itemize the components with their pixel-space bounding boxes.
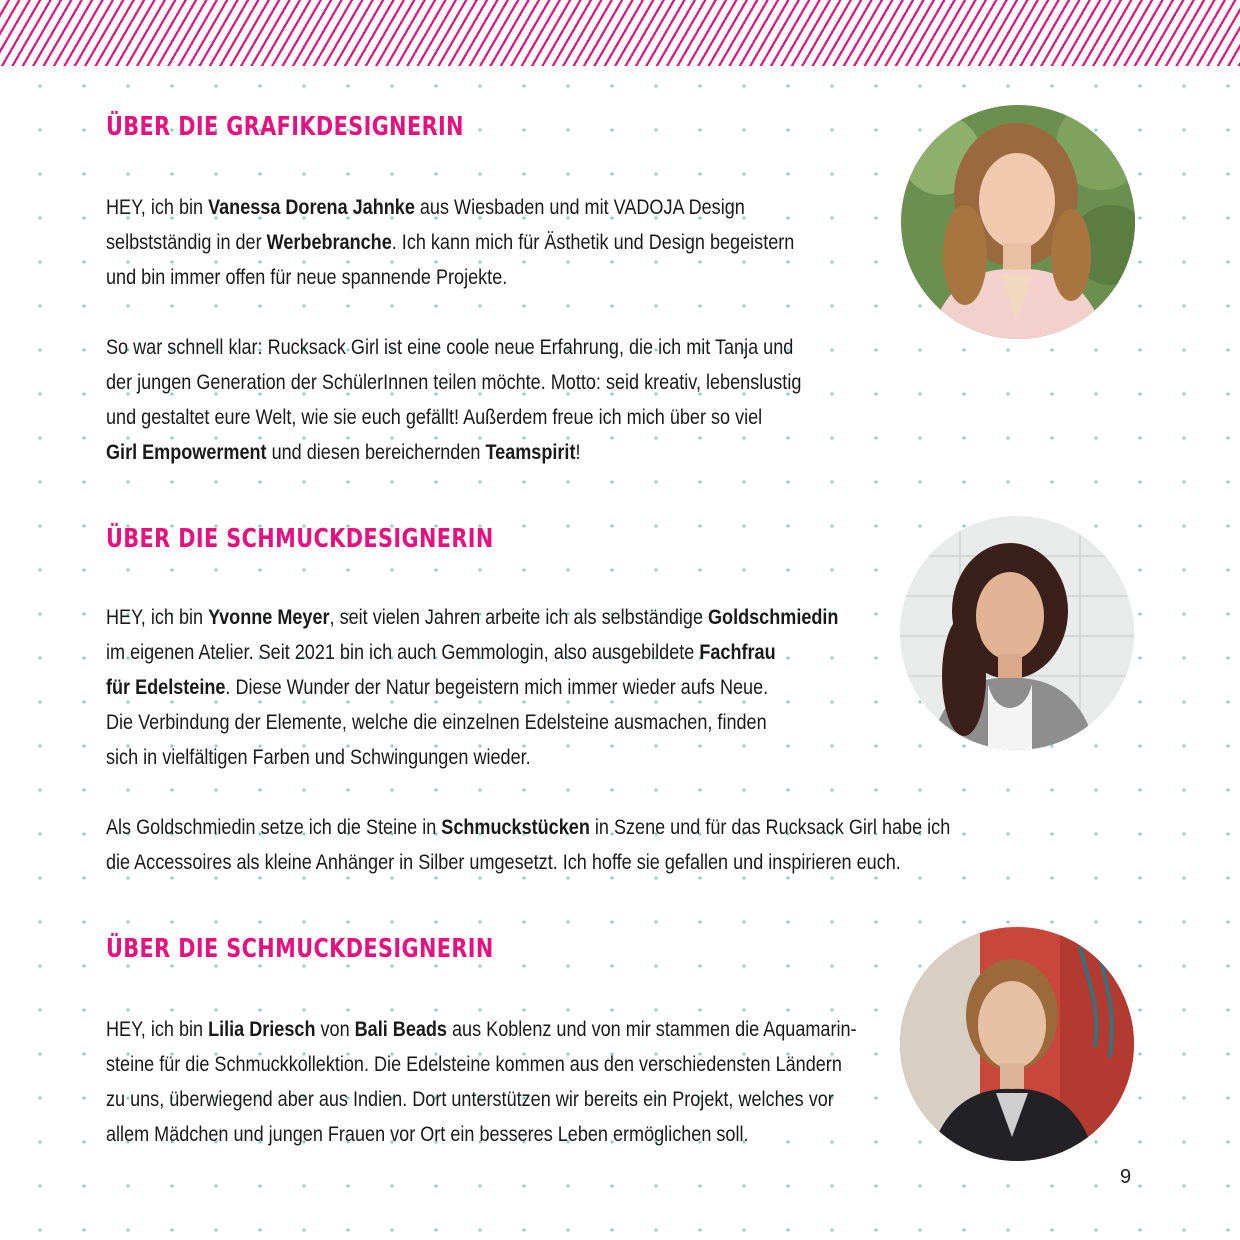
text: aus Koblenz und von mir stammen die Aquamarin- xyxy=(446,1018,857,1041)
bold-text: Lilia Driesch xyxy=(208,1018,316,1041)
text: ! xyxy=(575,441,581,464)
text: sich in vielfältigen Farben und Schwingungen wieder. xyxy=(106,746,531,769)
text-line xyxy=(106,810,951,845)
bold-text: für Edelsteine xyxy=(106,676,226,699)
text-line xyxy=(106,1012,857,1047)
text: steine für die Schmuckkollektion. Die Edelsteine kommen aus den verschiedensten Ländern xyxy=(106,1053,842,1076)
text-line xyxy=(106,635,777,670)
section-heading: ÜBER DIE GRAFIKDESIGNERIN xyxy=(106,112,464,142)
text: aus Wiesbaden und mit VADOJA Design xyxy=(414,196,745,219)
text: im eigenen Atelier. Seit 2021 bin ich auch Gemmologin, also ausgebildete xyxy=(106,641,700,664)
text-line xyxy=(106,435,777,470)
text-line xyxy=(106,400,777,435)
text: selbstständig in der xyxy=(106,231,267,254)
section-jewelry-designer-2 xyxy=(106,934,886,1152)
page-number: 9 xyxy=(1120,1166,1132,1188)
text: So war schnell klar: Rucksack Girl ist eine coole neue Erfahrung, die ich mit Tanja und xyxy=(106,336,794,359)
bold-text: Yvonne Meyer xyxy=(208,606,330,629)
text: der jungen Generation der SchülerInnen teilen möchte. Motto: seid kreativ, lebenslustig xyxy=(106,371,802,394)
text-line xyxy=(106,670,777,705)
text: HEY, ich bin xyxy=(106,1018,209,1041)
text: in Szene und für das Rucksack Girl habe ich xyxy=(589,816,951,839)
text-line xyxy=(106,190,777,225)
text-line xyxy=(106,845,901,880)
bold-text: Vanessa Dorena Jahnke xyxy=(208,196,415,219)
portrait-photo-lilia xyxy=(900,927,1134,1161)
bold-text: Werbebranche xyxy=(266,231,392,254)
bold-text: Goldschmiedin xyxy=(708,606,839,629)
section-text xyxy=(106,190,802,470)
section-heading: ÜBER DIE SCHMUCKDESIGNERIN xyxy=(106,934,494,964)
text-line xyxy=(106,1082,834,1117)
bold-text: Girl Empowerment xyxy=(106,441,267,464)
section-jewelry-designer-1 xyxy=(106,524,951,880)
decorative-stripe-band xyxy=(0,0,1240,66)
text-line xyxy=(106,365,802,400)
text: HEY, ich bin xyxy=(106,606,209,629)
text: die Accessoires als kleine Anhänger in Silber umgesetzt. Ich hoffe sie gefallen und inspirieren euch. xyxy=(106,851,901,874)
text-line xyxy=(106,705,777,740)
text: . Diese Wunder der Natur begeistern mich immer wieder aufs Neue. xyxy=(225,676,769,699)
bold-text: Schmuckstücken xyxy=(441,816,590,839)
text: zu uns, überwiegend aber aus Indien. Dort unterstützen wir bereits ein Projekt, welches vor xyxy=(106,1088,834,1111)
text: und diesen bereichernden xyxy=(266,441,486,464)
text-line xyxy=(106,1047,842,1082)
text: , seit vielen Jahren arbeite ich als selbständige xyxy=(329,606,709,629)
text: von xyxy=(315,1018,355,1041)
bold-text: Bali Beads xyxy=(354,1018,447,1041)
text: HEY, ich bin xyxy=(106,196,209,219)
text: und gestaltet eure Welt, wie sie euch gefällt! Außerdem freue ich mich über so viel xyxy=(106,406,763,429)
section-text xyxy=(106,1012,857,1152)
text-line xyxy=(106,600,839,635)
text-line xyxy=(106,740,777,775)
text: Als Goldschmiedin setze ich die Steine in xyxy=(106,816,442,839)
bold-text: Fachfrau xyxy=(699,641,776,664)
paragraph-gap xyxy=(106,775,777,810)
section-heading: ÜBER DIE SCHMUCKDESIGNERIN xyxy=(106,524,494,554)
text-line xyxy=(106,225,795,260)
text: . Ich kann mich für Ästhetik und Design begeistern xyxy=(391,231,795,254)
portrait-photo-vanessa xyxy=(901,105,1135,339)
text: und bin immer offen für neue spannende Projekte. xyxy=(106,266,508,289)
text-line xyxy=(106,330,794,365)
section-graphic-designer xyxy=(106,112,886,470)
portrait-photo-yvonne xyxy=(900,516,1134,750)
paragraph-gap xyxy=(106,295,777,330)
text-line xyxy=(106,260,777,295)
bold-text: Teamspirit xyxy=(485,441,576,464)
text-line xyxy=(106,1117,777,1152)
section-text xyxy=(106,600,951,880)
text: allem Mädchen und jungen Frauen vor Ort ein besseres Leben ermöglichen soll. xyxy=(106,1123,749,1146)
text: Die Verbindung der Elemente, welche die einzelnen Edelsteine ausmachen, finden xyxy=(106,711,767,734)
